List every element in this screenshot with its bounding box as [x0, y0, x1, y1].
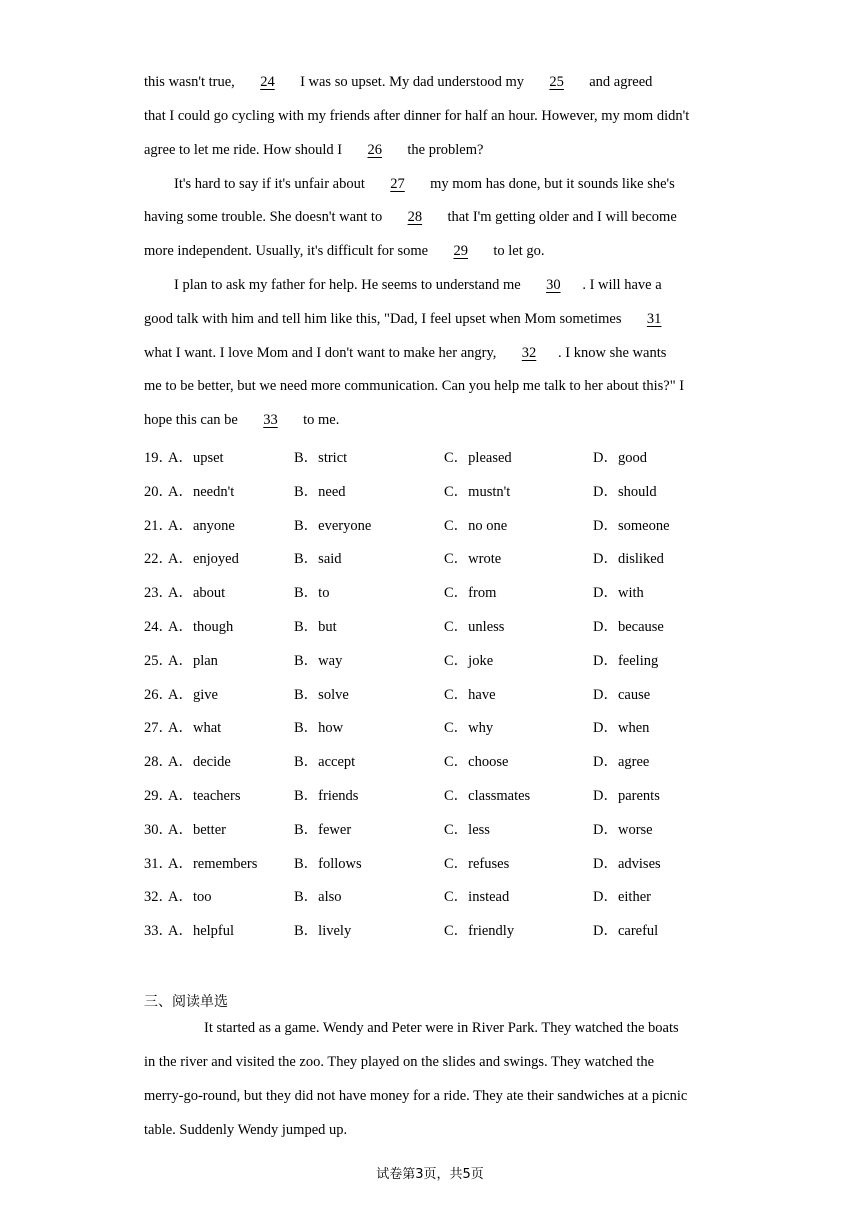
- option-a[interactable]: A．better: [168, 821, 226, 838]
- blank-25: 25: [549, 74, 564, 90]
- question-number: 33．: [144, 923, 173, 940]
- question-number: 21．: [144, 517, 173, 534]
- option-d[interactable]: D．because: [593, 619, 664, 635]
- passage-line: I plan to ask my father for help. He seems to understand me 30 . I will have a: [174, 277, 662, 293]
- option-d[interactable]: D．either: [593, 889, 651, 906]
- option-a[interactable]: A．too: [168, 889, 212, 906]
- option-b[interactable]: B．solve: [294, 686, 349, 703]
- blank-32: 32: [521, 345, 537, 361]
- blank-29: 29: [453, 243, 468, 259]
- option-b[interactable]: B．accept: [294, 754, 356, 771]
- question-number: 26．: [144, 686, 173, 703]
- option-a[interactable]: A．remembers: [168, 855, 258, 872]
- question-number: 31．: [144, 855, 173, 872]
- option-d[interactable]: D．advises: [593, 855, 661, 872]
- option-b[interactable]: B．also: [294, 889, 342, 906]
- question-number: 24．: [144, 619, 173, 635]
- blank-24: 24: [260, 74, 275, 90]
- passage-line: more independent. Usually, it's difficult for some 29 to let go.: [144, 243, 545, 259]
- option-b[interactable]: B．fewer: [294, 821, 352, 838]
- option-a[interactable]: A．helpful: [168, 923, 235, 940]
- question-number: 22．: [144, 551, 173, 568]
- passage-line: agree to let me ride. How should I 26 the problem?: [144, 142, 484, 158]
- passage-line: It's hard to say if it's unfair about 27 my mom has done, but it sounds like she's: [174, 176, 675, 192]
- option-b[interactable]: B．strict: [294, 450, 348, 466]
- option-d[interactable]: D．feeling: [593, 652, 659, 669]
- option-a[interactable]: A．plan: [168, 652, 218, 669]
- option-d[interactable]: D．should: [593, 483, 657, 500]
- option-c[interactable]: C．choose: [444, 754, 509, 771]
- question-number: 28．: [144, 754, 173, 771]
- option-c[interactable]: C．friendly: [444, 923, 515, 940]
- blank-30: 30: [546, 277, 561, 293]
- option-c[interactable]: C．why: [444, 720, 494, 737]
- question-number: 32．: [144, 889, 173, 906]
- passage-line: this wasn't true, 24 I was so upset. My dad understood my 25 and agreed: [144, 74, 653, 90]
- option-c[interactable]: C．no one: [444, 517, 508, 534]
- option-c[interactable]: C．pleased: [444, 450, 512, 466]
- option-d[interactable]: D．with: [593, 585, 644, 602]
- option-c[interactable]: C．joke: [444, 652, 494, 669]
- option-d[interactable]: D．someone: [593, 517, 670, 534]
- question-number: 23．: [144, 585, 173, 602]
- option-b[interactable]: B．how: [294, 720, 344, 737]
- passage-line: merry-go-round, but they did not have money for a ride. They ate their sandwiches at a picnic: [144, 1088, 688, 1104]
- option-b[interactable]: B．said: [294, 551, 342, 568]
- passage-line: It started as a game. Wendy and Peter were in River Park. They watched the boats: [204, 1020, 679, 1036]
- option-b[interactable]: B．lively: [294, 923, 352, 940]
- passage-line: having some trouble. She doesn't want to 28 that I'm getting older and I will become: [144, 209, 677, 225]
- blank-31: 31: [646, 311, 662, 327]
- option-a[interactable]: A．though: [168, 619, 234, 635]
- option-c[interactable]: C．instead: [444, 889, 510, 906]
- option-a[interactable]: A．give: [168, 686, 218, 703]
- passage-line: good talk with him and tell him like this, "Dad, I feel upset when Mom sometimes 31: [144, 311, 683, 328]
- option-d[interactable]: D．when: [593, 720, 650, 737]
- option-c[interactable]: C．less: [444, 821, 490, 838]
- option-b[interactable]: B．need: [294, 483, 346, 500]
- question-number: 29．: [144, 788, 173, 804]
- option-b[interactable]: B．to: [294, 585, 330, 602]
- blank-27: 27: [390, 176, 405, 192]
- option-c[interactable]: C．have: [444, 686, 496, 703]
- option-d[interactable]: D．good: [593, 450, 647, 466]
- blank-28: 28: [407, 209, 423, 225]
- option-b[interactable]: B．everyone: [294, 517, 372, 534]
- passage-line: table. Suddenly Wendy jumped up.: [144, 1122, 348, 1138]
- question-number: 19．: [144, 450, 173, 466]
- passage-line: that I could go cycling with my friends after dinner for half an hour. However, my mom didn't: [144, 108, 690, 124]
- page-footer: 试卷第3页，共5页: [376, 1167, 484, 1182]
- option-a[interactable]: A．upset: [168, 450, 224, 466]
- option-c[interactable]: C．unless: [444, 619, 505, 635]
- option-b[interactable]: B．friends: [294, 788, 359, 804]
- option-b[interactable]: B．but: [294, 619, 337, 635]
- passage-line: hope this can be 33 to me.: [144, 412, 340, 428]
- option-a[interactable]: A．what: [168, 720, 222, 737]
- option-d[interactable]: D．parents: [593, 788, 660, 804]
- option-d[interactable]: D．disliked: [593, 551, 664, 568]
- option-a[interactable]: A．needn't: [168, 483, 235, 500]
- option-b[interactable]: B．way: [294, 652, 343, 669]
- option-d[interactable]: D．worse: [593, 821, 653, 838]
- question-number: 30．: [144, 821, 173, 838]
- question-number: 20．: [144, 483, 173, 500]
- option-c[interactable]: C．from: [444, 585, 497, 602]
- option-c[interactable]: C．classmates: [444, 788, 531, 804]
- blank-26: 26: [367, 142, 382, 158]
- option-a[interactable]: A．anyone: [168, 517, 235, 534]
- option-c[interactable]: C．refuses: [444, 855, 510, 872]
- option-a[interactable]: A．enjoyed: [168, 551, 239, 568]
- option-a[interactable]: A．about: [168, 585, 226, 602]
- blank-33: 33: [263, 412, 278, 428]
- question-number: 25．: [144, 652, 173, 669]
- section-heading: 三、阅读单选: [144, 994, 228, 1010]
- option-a[interactable]: A．decide: [168, 754, 231, 771]
- option-d[interactable]: D．agree: [593, 754, 650, 771]
- option-c[interactable]: C．wrote: [444, 551, 502, 568]
- passage-line: me to be better, but we need more communication. Can you help me talk to her about this?" I: [144, 378, 685, 394]
- passage-line: what I want. I love Mom and I don't want to make her angry, 32 . I know she wants: [144, 345, 667, 361]
- option-d[interactable]: D．careful: [593, 923, 659, 940]
- question-number: 27．: [144, 720, 173, 737]
- passage-line: in the river and visited the zoo. They played on the slides and swings. They watched the: [144, 1054, 655, 1070]
- option-d[interactable]: D．cause: [593, 686, 651, 703]
- option-b[interactable]: B．follows: [294, 855, 362, 872]
- option-c[interactable]: C．mustn't: [444, 483, 511, 500]
- option-a[interactable]: A．teachers: [168, 788, 241, 804]
